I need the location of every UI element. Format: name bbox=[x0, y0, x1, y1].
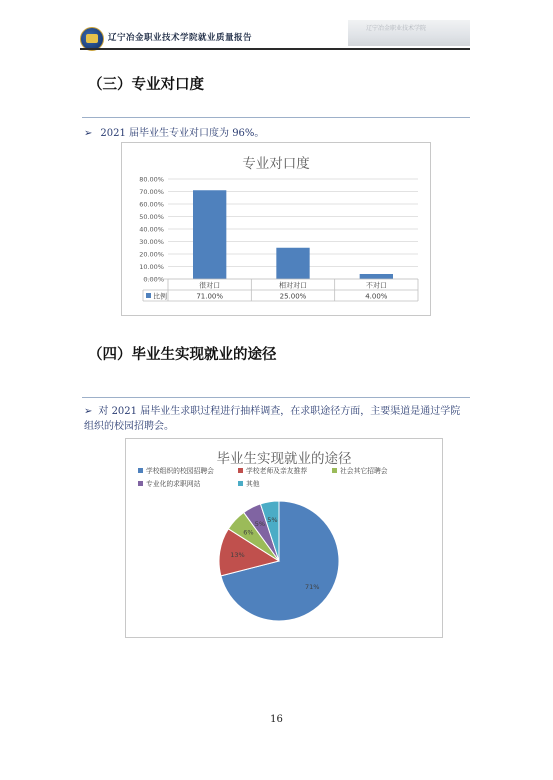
y-tick-label: 0.00% bbox=[143, 275, 164, 284]
pie-data-label: 71% bbox=[304, 583, 320, 592]
bar bbox=[276, 248, 309, 279]
legend-swatch bbox=[138, 481, 143, 486]
x-category-label: 很对口 bbox=[199, 281, 221, 290]
bar-chart-major-match bbox=[121, 142, 431, 316]
report-title: 辽宁冶金职业技术学院就业质量报告 bbox=[108, 33, 253, 43]
y-tick-label: 30.00% bbox=[139, 238, 164, 246]
legend-swatch bbox=[238, 468, 243, 473]
legend-swatch bbox=[138, 468, 143, 473]
y-tick-label: 80.00% bbox=[139, 175, 164, 184]
legend-label: 社会其它招聘会 bbox=[340, 467, 388, 475]
section-divider bbox=[82, 397, 470, 398]
legend-swatch bbox=[238, 481, 243, 486]
bullet-text: 2021 届毕业生专业对口度为 96%。 bbox=[100, 128, 265, 139]
table-value: 25.00% bbox=[279, 292, 307, 301]
pie-data-label: 5% bbox=[254, 520, 266, 529]
y-tick-label: 10.00% bbox=[139, 263, 164, 271]
bar bbox=[193, 190, 226, 279]
legend-swatch bbox=[146, 293, 151, 298]
legend-swatch bbox=[332, 468, 337, 473]
x-category-label: 相对对口 bbox=[279, 281, 307, 290]
legend-label: 学校组织的校园招聘会 bbox=[146, 467, 214, 475]
campus-photo bbox=[348, 20, 470, 46]
section-heading-employment-path: （四）毕业生实现就业的途径 bbox=[88, 347, 277, 363]
chart-title: 专业对口度 bbox=[242, 156, 310, 172]
bar-chart-svg bbox=[122, 143, 430, 315]
section-heading-major-match: （三）专业对口度 bbox=[88, 77, 204, 93]
y-tick-label: 40.00% bbox=[139, 225, 164, 234]
legend-label: 专业化的求职网站 bbox=[146, 480, 201, 488]
legend-label: 比例 bbox=[153, 292, 167, 301]
bullet-major-match bbox=[84, 124, 264, 139]
header-divider bbox=[80, 48, 470, 50]
paragraph-text: 对 2021 届毕业生求职过程进行抽样调查，在求职途径方面，主要渠道是通过学院组织的校园招聘会。 bbox=[84, 406, 461, 432]
bar bbox=[360, 274, 393, 279]
legend-label: 学校老师及亲友推荐 bbox=[246, 467, 308, 475]
paragraph-employment-path bbox=[84, 404, 470, 434]
y-tick-label: 20.00% bbox=[139, 250, 164, 259]
table-value: 4.00% bbox=[365, 292, 388, 301]
y-tick-label: 60.00% bbox=[139, 200, 164, 209]
bullet-arrow-icon: ➢ bbox=[84, 406, 93, 417]
pie-data-label: 6% bbox=[243, 528, 254, 537]
x-category-label: 不对口 bbox=[365, 281, 387, 290]
chart-title: 毕业生实现就业的途径 bbox=[216, 451, 352, 467]
pie-data-label: 13% bbox=[230, 550, 245, 559]
legend-label: 其他 bbox=[246, 480, 260, 488]
y-tick-label: 70.00% bbox=[139, 188, 164, 196]
section-divider bbox=[82, 117, 470, 118]
bullet-arrow-icon: ➢ bbox=[84, 128, 93, 139]
campus-photo-text: 辽宁冶金职业技术学院 bbox=[366, 25, 427, 32]
table-value: 71.00% bbox=[196, 292, 224, 301]
pie-data-label: 5% bbox=[267, 516, 278, 525]
page-number: 16 bbox=[270, 714, 283, 725]
pie-chart-svg bbox=[126, 439, 442, 637]
y-tick-label: 50.00% bbox=[139, 213, 164, 221]
pie-chart-employment-path bbox=[125, 438, 443, 638]
